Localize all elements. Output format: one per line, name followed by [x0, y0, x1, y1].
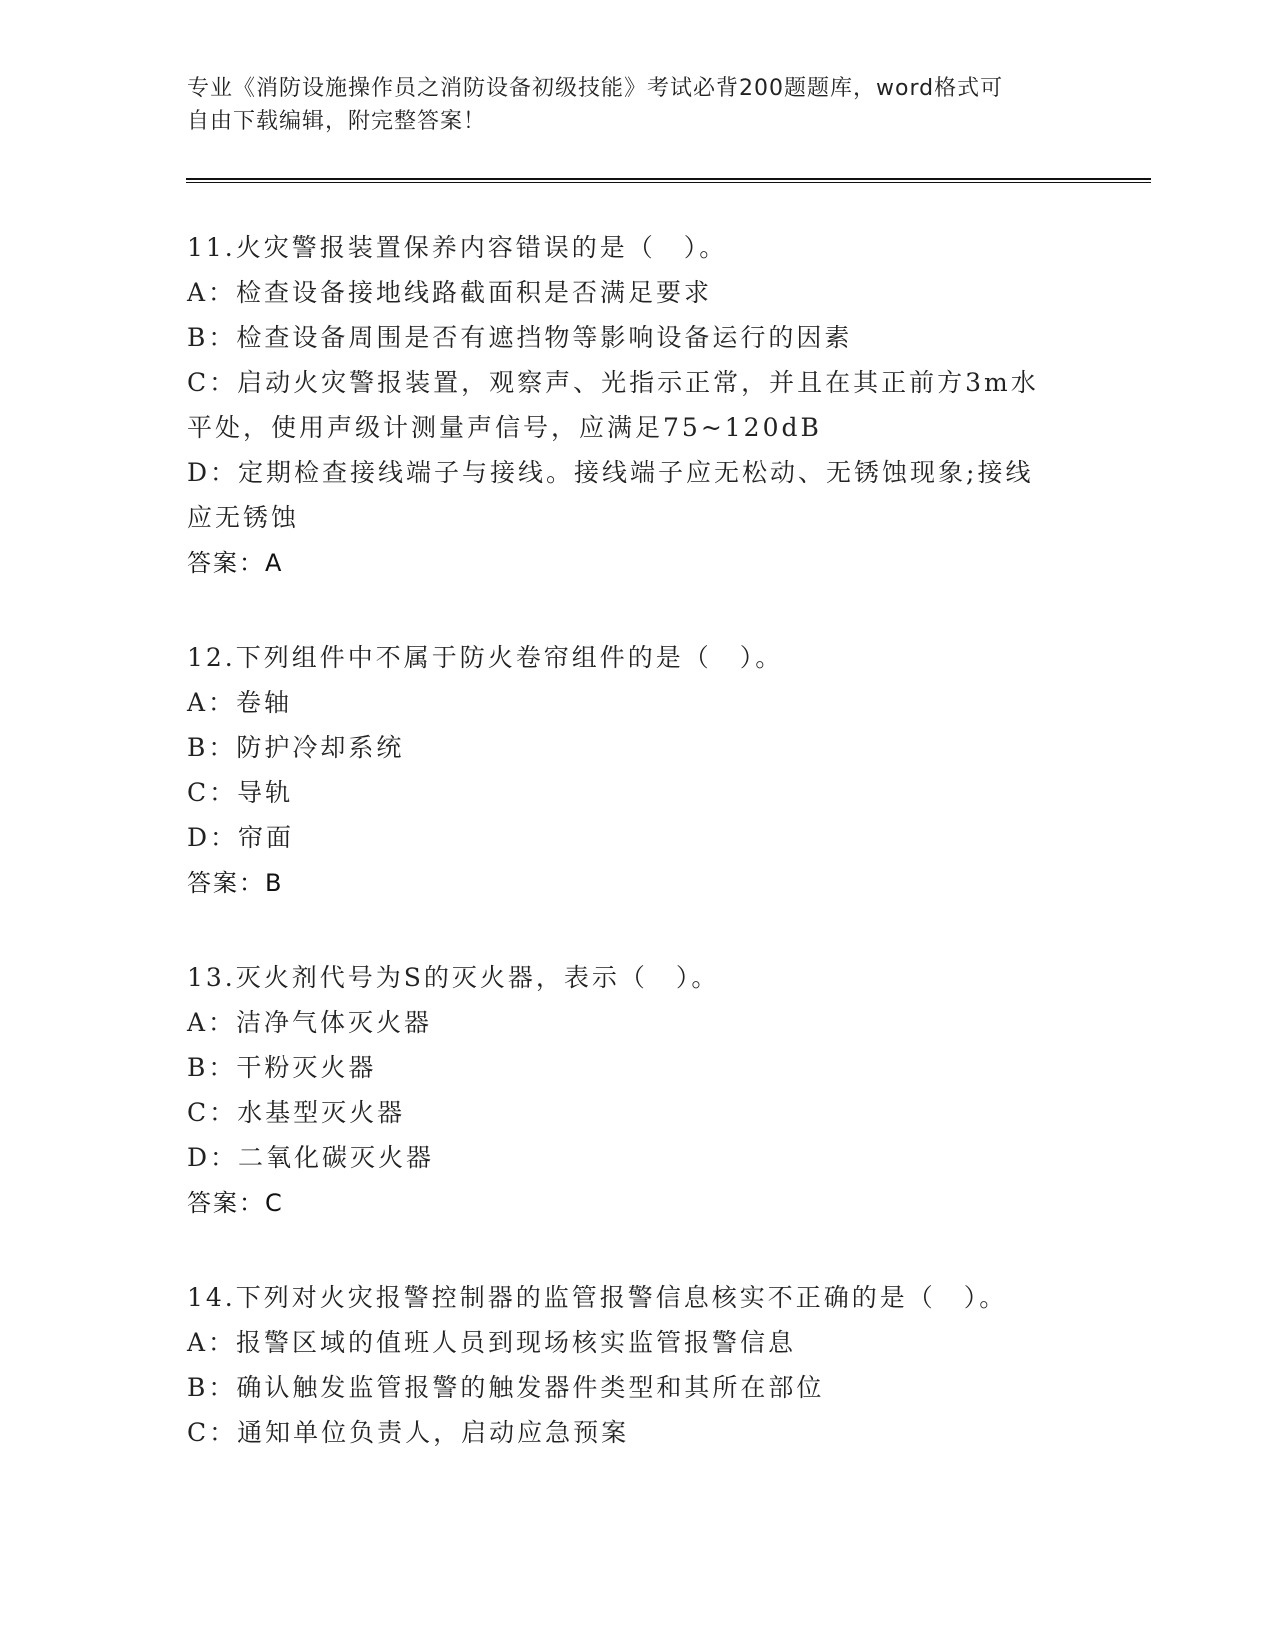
header-line-1: 专业《消防设施操作员之消防设备初级技能》考试必背200题题库，word格式可 — [187, 76, 1004, 101]
question-14 — [187, 1275, 1067, 1455]
question-list — [187, 225, 1067, 1503]
option-c-line-1: C：启动火灾警报装置，观察声、光指示正常，并且在其正前方3m水 — [187, 368, 1039, 397]
answer: 答案：A — [187, 549, 284, 577]
option-a: A：报警区域的值班人员到现场核实监管报警信息 — [187, 1328, 797, 1357]
option-b: B：检查设备周围是否有遮挡物等影响设备运行的因素 — [187, 323, 853, 352]
option-a: A：检查设备接地线路截面积是否满足要求 — [187, 278, 713, 307]
header-divider — [186, 178, 1151, 183]
question-stem: 13.灭火剂代号为S的灭火器，表示（ ）。 — [187, 963, 720, 992]
option-c: C：导轨 — [187, 778, 294, 807]
option-c: C：水基型灭火器 — [187, 1098, 406, 1127]
option-d: D：二氧化碳灭火器 — [187, 1143, 435, 1172]
option-c-line-2: 平处，使用声级计测量声信号，应满足75~120dB — [187, 413, 822, 442]
option-c: C：通知单位负责人，启动应急预案 — [187, 1418, 630, 1447]
question-stem: 12.下列组件中不属于防火卷帘组件的是（ ）。 — [187, 643, 784, 672]
header-line-2: 自由下载编辑，附完整答案！ — [187, 109, 487, 134]
answer: 答案：B — [187, 869, 284, 897]
question-11 — [187, 225, 1067, 587]
option-b: B：确认触发监管报警的触发器件类型和其所在部位 — [187, 1373, 825, 1402]
question-12 — [187, 635, 1067, 907]
question-stem: 14.下列对火灾报警控制器的监管报警信息核实不正确的是（ ）。 — [187, 1283, 1008, 1312]
answer: 答案：C — [187, 1189, 284, 1217]
option-b: B：干粉灭火器 — [187, 1053, 377, 1082]
option-d-line-1: D：定期检查接线端子与接线。接线端子应无松动、无锈蚀现象;接线 — [187, 458, 1034, 487]
document-header — [187, 72, 1067, 138]
question-13 — [187, 955, 1067, 1227]
option-d-line-2: 应无锈蚀 — [187, 503, 300, 532]
question-stem: 11.火灾警报装置保养内容错误的是（ ）。 — [187, 233, 728, 262]
option-d: D：帘面 — [187, 823, 295, 852]
option-a: A：洁净气体灭火器 — [187, 1008, 433, 1037]
option-b: B：防护冷却系统 — [187, 733, 405, 762]
option-a: A：卷轴 — [187, 688, 293, 717]
